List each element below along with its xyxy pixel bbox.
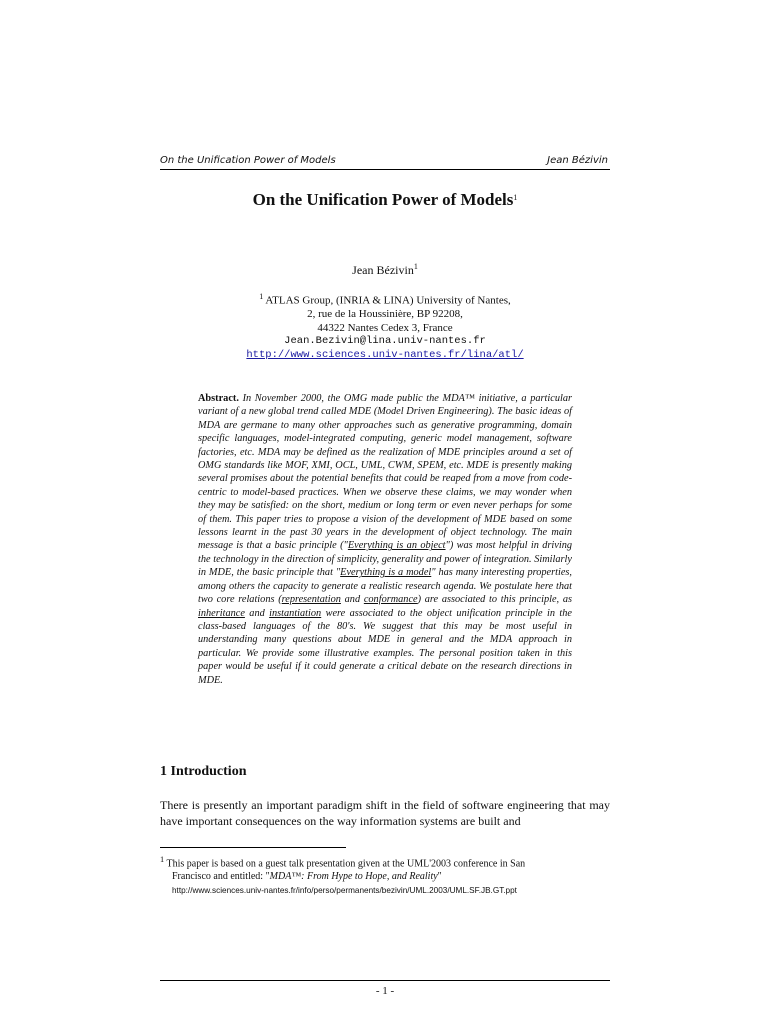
abstract-text: " has many interesting properties, among others the capacity to generate a realistic research agenda. We postulate here that two core relations ( — [198, 567, 572, 606]
author-line — [160, 262, 610, 278]
abstract-underline-representation: representation — [281, 594, 341, 606]
affiliation-mark: 1 — [259, 292, 264, 301]
abstract-text: ) are associated to this principle, as — [417, 594, 573, 606]
footnote-talk-title: MDA™: From Hype to Hope, and Reality — [269, 871, 438, 883]
abstract-text: ") was most helpful in driving the technology in the direction of simplicity, generality and power of integration. Similarly in MDE, the basic principle that " — [198, 540, 572, 579]
footnote-url-link[interactable]: http://www.sciences.univ-nantes.fr/info/perso/permanents/bezivin/UML.2003/UML.SF.JB.GT.ppt — [172, 886, 517, 896]
abstract-underline-everything-model: Everything is a model — [340, 567, 432, 579]
abstract-text: were associated to the object unification principle in the class-based languages of the 80's. We suggest that this may be most useful in understanding many questions about MDE in general and the MDA approach in particular. We provide some illustrative examples. The personal position taken in this paper would be useful if it could generate a critical debate on the research directions in MDE. — [198, 607, 572, 686]
footnote-rule — [160, 847, 346, 848]
author-email[interactable]: Jean.Bezivin@lina.univ-nantes.fr — [284, 335, 486, 348]
page-number: - 1 - — [375, 985, 395, 997]
abstract-underline-everything-object: Everything is an object — [347, 540, 446, 552]
running-header-author: Jean Bézivin — [547, 155, 608, 166]
abstract-text: In November 2000, the OMG made public the MDA™ initiative, a particular variant of a new global trend called MDE (Model Driven Engineering). The basic ideas of MDA are germane to many other approaches such as generative programming, domain specific languages, model-integrated computing, generic model management, software factories, etc. MDA may be defined as the realization of MDE principles around a set of OMG standards like MOF, XMI, OCL, UML, CWM, SPEM, etc. MDE is presently making several promises about the potential benefits that could be reaped from a move from code-centric to model-based practices. When we observe these claims, we may wonder when they may be satisfied: on the short, medium or long term or even never perhaps for some of them. This paper tries to propose a vision of the development of MDE based on some lessons learnt in the past 30 years in the development of object technology. The main message is that a basic principle (" — [198, 393, 572, 552]
footnote-text-b: Francisco and entitled: " — [172, 871, 270, 883]
affiliation-block — [160, 290, 610, 362]
affiliation-line-3: 44322 Nantes Cedex 3, France — [317, 321, 453, 334]
footnote-text-c: " — [437, 871, 442, 883]
abstract-text: and — [340, 594, 364, 606]
intro-paragraph: There is presently an important paradigm shift in the field of software engineering that may have important consequences on the way information systems are built and — [160, 798, 610, 828]
section-heading: 1 Introduction — [160, 764, 247, 779]
author-name: Jean Bézivin — [352, 263, 414, 277]
abstract-label: Abstract. — [198, 393, 239, 404]
abstract — [198, 392, 572, 687]
paper-title-text: On the Unification Power of Models — [252, 190, 514, 209]
paper-title — [160, 190, 610, 210]
affiliation-line-2: 2, rue de la Houssinière, BP 92208, — [307, 308, 463, 321]
header-rule — [160, 169, 610, 170]
abstract-underline-inheritance: inheritance — [198, 607, 245, 619]
footnote-mark: 1 — [160, 855, 165, 864]
lab-url-link[interactable]: http://www.sciences.univ-nantes.fr/lina/atl/ — [246, 348, 524, 361]
footnote — [160, 853, 610, 897]
running-header — [160, 155, 610, 169]
author-mark: 1 — [413, 262, 418, 271]
title-footnote-mark[interactable]: 1 — [513, 193, 518, 202]
running-header-title: On the Unification Power of Models — [160, 155, 336, 166]
affiliation-line-1: ATLAS Group, (INRIA & LINA) University of Nantes, — [265, 294, 511, 307]
abstract-text: and — [244, 607, 270, 619]
footer-rule — [160, 980, 610, 981]
abstract-underline-instantiation: instantiation — [269, 607, 322, 619]
abstract-underline-conformance: conformance — [363, 594, 418, 606]
footnote-text-a: This paper is based on a guest talk presentation given at the UML'2003 conference in San — [164, 858, 526, 870]
